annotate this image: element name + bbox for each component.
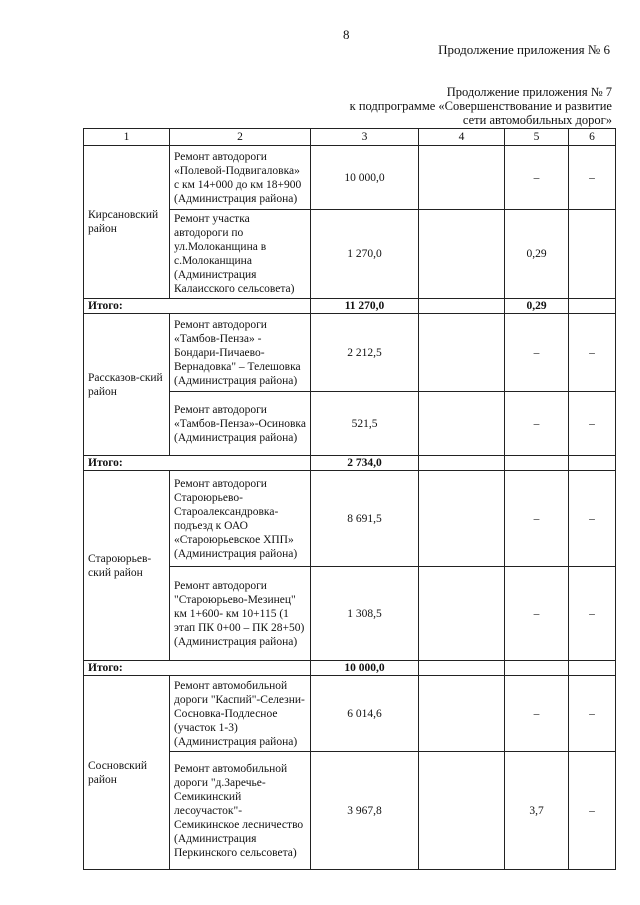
- total-row: [84, 299, 616, 314]
- work-description: Ремонт автодороги «Полевой-Подвигаловка» с км 14+000 до км 18+900 (Администрация района): [170, 146, 311, 210]
- col5-value: –: [505, 392, 569, 456]
- page-number: 8: [343, 27, 350, 42]
- total-row: [84, 456, 616, 471]
- total-label: Итого:: [84, 661, 311, 676]
- amount: 3 967,8: [311, 752, 419, 870]
- work-description: Ремонт автодороги «Тамбов-Пенза» - Бондари-Пичаево-Вернадовка" – Телешовка (Администрация района): [170, 314, 311, 392]
- col4-value: [419, 314, 505, 392]
- table-row: [84, 676, 616, 752]
- table-row: [84, 471, 616, 567]
- subprogram-line-2: сети автомобильных дорог»: [462, 113, 612, 127]
- total-col5: [505, 456, 569, 471]
- col6-value: –: [569, 314, 616, 392]
- amount: 6 014,6: [311, 676, 419, 752]
- col6-value: –: [569, 752, 616, 870]
- total-label: Итого:: [84, 456, 311, 471]
- total-row: [84, 661, 616, 676]
- subprogram-line: к подпрограмме «Совершенствование и развитие: [349, 99, 612, 113]
- total-amount: 10 000,0: [311, 661, 419, 676]
- table-row: [84, 314, 616, 392]
- amount: 1 270,0: [311, 210, 419, 299]
- col4-value: [419, 210, 505, 299]
- district-name: Староюрьев-ский район: [84, 471, 170, 661]
- amount: 521,5: [311, 392, 419, 456]
- col4-value: [419, 471, 505, 567]
- district-name: Рассказов-ский район: [84, 314, 170, 456]
- col5-value: 0,29: [505, 210, 569, 299]
- total-label: Итого:: [84, 299, 311, 314]
- work-description: Ремонт автодороги «Тамбов-Пенза»-Осиновка (Администрация района): [170, 392, 311, 456]
- total-col5: [505, 661, 569, 676]
- work-description: Ремонт автодороги Староюрьево-Староалександровка-подъезд к ОАО «Староюрьевское ХПП» (Администрация района): [170, 471, 311, 567]
- column-header: 6: [569, 129, 616, 146]
- amount: 1 308,5: [311, 567, 419, 661]
- col6-value: –: [569, 567, 616, 661]
- total-col5: 0,29: [505, 299, 569, 314]
- col5-value: –: [505, 567, 569, 661]
- col5-value: –: [505, 314, 569, 392]
- work-description: Ремонт автомобильной дороги "Каспий"-Селезни-Сосновка-Подлесное (участок 1-3) (Администрация района): [170, 676, 311, 752]
- col5-value: –: [505, 676, 569, 752]
- district-name: Сосновский район: [84, 676, 170, 870]
- total-amount: 11 270,0: [311, 299, 419, 314]
- appendix-7-header: [350, 85, 612, 127]
- table-row: [84, 146, 616, 210]
- col6-value: [569, 210, 616, 299]
- amount: 2 212,5: [311, 314, 419, 392]
- roads-table: [83, 128, 616, 870]
- work-description: Ремонт автодороги "Староюрьево-Мезинец" км 1+600- км 10+115 (1 этап ПК 0+00 – ПК 28+50) (Администрация района): [170, 567, 311, 661]
- col4-value: [419, 146, 505, 210]
- total-amount: 2 734,0: [311, 456, 419, 471]
- column-header: 5: [505, 129, 569, 146]
- col4-value: [419, 676, 505, 752]
- col4-value: [419, 752, 505, 870]
- column-header: 1: [84, 129, 170, 146]
- district-name: Кирсановский район: [84, 146, 170, 299]
- col4-value: [419, 392, 505, 456]
- col5-value: 3,7: [505, 752, 569, 870]
- column-header: 3: [311, 129, 419, 146]
- col6-value: –: [569, 146, 616, 210]
- col4-value: [419, 567, 505, 661]
- column-numbers-row: [84, 129, 616, 146]
- col5-value: –: [505, 146, 569, 210]
- work-description: Ремонт автомобильной дороги "д.Заречье-Семикинский лесоучасток"-Семикинское лесничество (Администрация Перкинского сельсовета): [170, 752, 311, 870]
- col6-value: –: [569, 392, 616, 456]
- amount: 8 691,5: [311, 471, 419, 567]
- work-description: Ремонт участка автодороги по ул.Молоканщина в с.Молоканщина (Администрация Калаисского сельсовета): [170, 210, 311, 299]
- column-header: 4: [419, 129, 505, 146]
- appendix-7-continuation: Продолжение приложения № 7: [446, 85, 612, 99]
- col6-value: –: [569, 676, 616, 752]
- appendix-6-continuation: Продолжение приложения № 6: [438, 42, 610, 57]
- col6-value: –: [569, 471, 616, 567]
- amount: 10 000,0: [311, 146, 419, 210]
- column-header: 2: [170, 129, 311, 146]
- col5-value: –: [505, 471, 569, 567]
